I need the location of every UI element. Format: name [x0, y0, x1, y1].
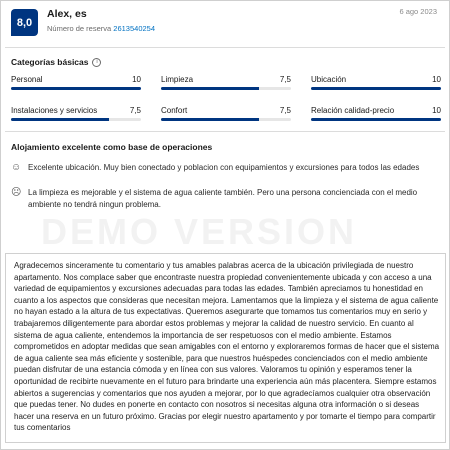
demo-watermark: DEMO VERSION: [41, 211, 358, 252]
category-label: Instalaciones y servicios: [11, 106, 98, 115]
info-icon[interactable]: i: [92, 58, 101, 67]
category-bar-fill: [161, 118, 259, 121]
positive-comment: [11, 162, 436, 174]
score-badge: 8,0: [11, 9, 38, 36]
category-bar: [161, 87, 291, 90]
reservation-number-link[interactable]: 2613540254: [113, 24, 156, 33]
category-bar-fill: [311, 118, 441, 121]
category-instalaciones: [11, 106, 141, 121]
reservation-line: [47, 24, 155, 33]
category-value: 10: [432, 106, 441, 115]
negative-text: La limpieza es mejorable y el sistema de agua caliente también. Pero una persona concienciada con el medio ambiente no tendrá ningun problema.: [28, 188, 418, 209]
category-bar: [11, 87, 141, 90]
categories-heading: [11, 57, 101, 67]
category-label: Relación calidad-precio: [311, 106, 395, 115]
guest-name: Alex, es: [47, 8, 87, 20]
category-bar: [11, 118, 141, 121]
category-bar-fill: [11, 118, 109, 121]
category-bar: [311, 87, 441, 90]
category-value: 7,5: [129, 106, 141, 115]
category-value: 7,5: [279, 75, 291, 84]
divider: [5, 47, 445, 48]
category-bar-fill: [311, 87, 441, 90]
review-date: 6 ago 2023: [399, 7, 437, 16]
review-title: Alojamiento excelente como base de operaciones: [11, 142, 213, 152]
category-value: 7,5: [279, 106, 291, 115]
category-label: Confort: [161, 106, 188, 115]
category-label: Personal: [11, 75, 43, 84]
frown-icon: ☹: [11, 187, 22, 198]
divider: [5, 131, 445, 132]
reservation-label: Número de reserva: [47, 24, 112, 33]
category-calidad-precio: [311, 106, 441, 121]
property-reply-text: Agradecemos sinceramente tu comentario y tus amables palabras acerca de la ubicación privilegiada de nuestro apartamento. Nos complace saber que encontraste nuestra propiedad convenientemente ubicada y con acceso a una variedad de equipamientos y excursiones adecuadas para todas las edades. También apreciamos tu honestidad en cuanto a los aspectos que consideras que necesitan mejora. Lamentamos que la limpieza y el sistema de agua caliente no hayan estado a la altura de tus expectativas. Queremos asegurarte que tomamos tus comentarios muy en serio y trabajaremos diligentemente para abordar estos problemas y mejorar la calidad de nuestro servicio. En cuanto al sistema de agua caliente, entendemos la importancia de ser respetuosos con el medio ambiente. Estamos comprometidos en adoptar medidas que sean amigables con el entorno y exploraremos formas de hacer que el sistema de agua caliente sea más eficiente y sostenible, para que nuestros huéspedes concienciados con el medio ambiente puedan disfrutar de una estancia cómoda y en línea con sus valores. Valoramos tu opinión y esperamos tener la oportunidad de recibirte nuevamente en el futuro para brindarte una experiencia aún más placentera. Siempre estamos abiertos a sugerencias y comentarios que nos ayuden a mejorar, por lo que agradecíamos cualquier otra observación que puedas tener. No dudes en ponerte en contacto con nosotros si necesitas alguna otra información o si deseas hacer una reserva en un futuro próximo. Gracias por elegir nuestro apartamento y por tomarte el tiempo para compartir tus comentarios: [14, 261, 440, 433]
negative-comment: [11, 187, 436, 210]
category-bar: [161, 118, 291, 121]
category-ubicacion: [311, 75, 441, 90]
category-value: 10: [132, 75, 141, 84]
categories-title: Categorías básicas: [11, 57, 89, 67]
positive-text: Excelente ubicación. Muy bien conectado y poblacion con equipamientos y excursiones para todos las edades: [28, 163, 420, 172]
category-bar: [311, 118, 441, 121]
category-limpieza: [161, 75, 291, 90]
category-confort: [161, 106, 291, 121]
smile-icon: ☺: [11, 162, 22, 173]
category-label: Limpieza: [161, 75, 194, 84]
category-label: Ubicación: [311, 75, 347, 84]
category-bar-fill: [161, 87, 259, 90]
category-value: 10: [432, 75, 441, 84]
property-reply-box: [5, 253, 446, 443]
category-personal: [11, 75, 141, 90]
category-bar-fill: [11, 87, 141, 90]
